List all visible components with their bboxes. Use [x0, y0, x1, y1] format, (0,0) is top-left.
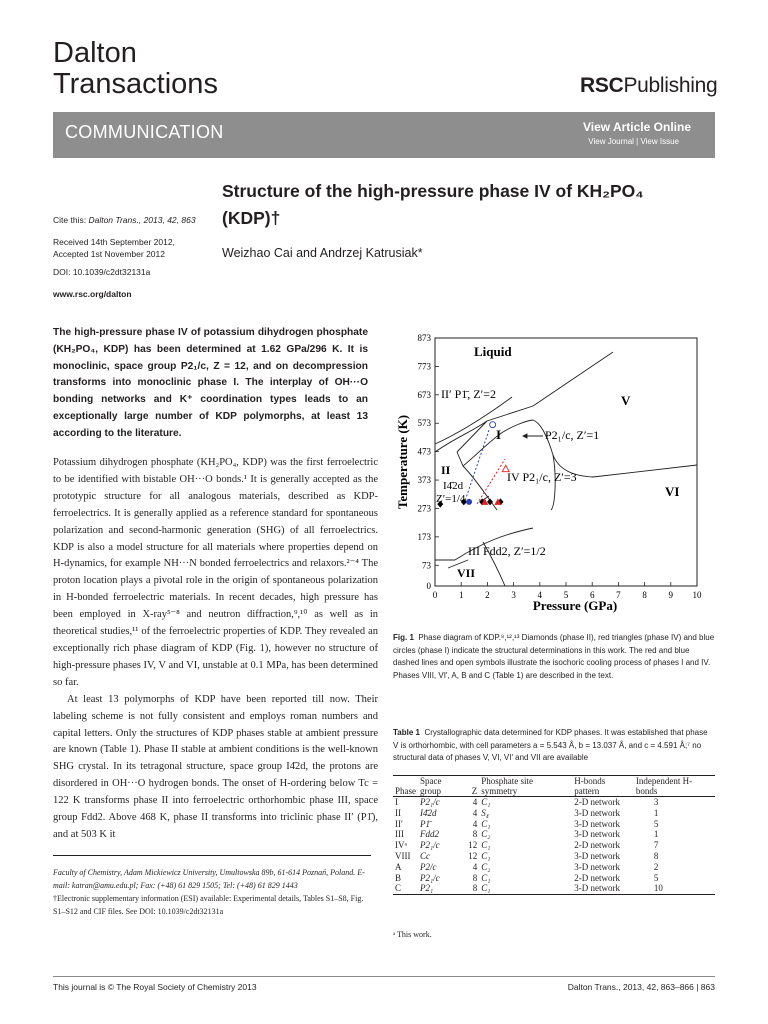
x-tick-label: 2 — [485, 590, 490, 600]
y-tick-label: 873 — [417, 333, 431, 343]
x-tick-label: 3 — [511, 590, 516, 600]
x-tick-label: 9 — [668, 590, 674, 600]
table-cell: C₁ — [481, 872, 491, 883]
table-cell: 8 — [472, 883, 478, 894]
table-row — [393, 840, 715, 851]
y-tick-label: 273 — [417, 503, 431, 514]
x-tick-label: 1 — [458, 590, 464, 600]
table-cell: 2-D network — [574, 797, 620, 807]
table-cell: 3-D network — [574, 807, 620, 818]
table-cell: VIII — [395, 850, 411, 861]
cite-this — [53, 214, 196, 226]
article-type-label: COMMUNICATION — [65, 122, 224, 142]
table-cell: C — [395, 883, 402, 894]
table-cell: 3-D network — [574, 850, 620, 861]
table-cell: 4 — [472, 807, 478, 818]
table-cell: C₂ — [481, 829, 491, 840]
label-phase-III: III Fdd2, Z′=1/2 — [468, 544, 546, 558]
table-cell: P2₁/c — [420, 840, 440, 851]
copyright-line: This journal is © The Royal Society of Chemistry 2013 — [53, 982, 257, 992]
accepted-date: Accepted 1st November 2012 — [53, 249, 165, 259]
y-tick-label: 773 — [417, 361, 431, 372]
body-paragraph-1: Potassium dihydrogen phosphate (KH₂PO₄, KDP) was the first ferroelectric to be identified with bistable OH···O bonds.¹ It is generally accepted as the prototypic structure for all analogous materials, described as KDP-ferroelectrics. It is generally applied as a reference standard for spontaneous polarization and second-harmonic generation (SHG) of all ferroelectrics. KDP is also a model structure for all materials where properties depend on H-dynamics, for example NH···N bonded ferroelectrics and relaxors.²⁻⁴ The proton location plays a pivotal role in the origin of spontaneous polarization in H-bonded ferroelectric materials. In recent decades, high pressure has been employed in X-ray⁵⁻⁸ and neutron diffraction,⁹,¹⁰ as well as in theoretical studies,¹¹ of the ferroelectric properties of KDP. They revealed an exceptionally rich phase diagram of KDP (Fig. 1), however no structure of high-pressure phases IV, V and VI, unstable at 0.1 MPa, has been determined so far. — [53, 457, 378, 688]
table-cell: P1̄ — [420, 818, 430, 829]
table-cell: A — [395, 861, 402, 872]
table-cell: II′ — [395, 818, 403, 829]
table-header-cell: H-bonds pattern — [574, 776, 606, 796]
table-row — [393, 808, 715, 819]
affiliation-footnote: Faculty of Chemistry, Adam Mickiewicz University, Umultowska 89b, 61-614 Poznań, Poland. E-mail: katran@amu.edu.pl; Fax: (+48) 61 829 1505; Tel: (+48) 61 829 1443 — [53, 868, 365, 890]
body-text — [53, 455, 378, 844]
abstract: The high-pressure phase IV of potassium dihydrogen phosphate (KH₂PO₄, KDP) has been determined at 1.62 GPa/296 K. It is monoclinic, space group P2₁/c, Z = 12, and on decompression transforms into monoclinic phase I. The interplay of OH···O bonding networks and K⁺ coordination types leads to an exceptionally large number of KDP polymorphs, at least 13 according to the literature. — [53, 327, 368, 439]
table-row — [393, 862, 715, 873]
label-phase-II: II — [441, 463, 451, 477]
publisher-logo-bold: RSC — [580, 74, 624, 97]
table-cell: 2 — [653, 861, 659, 872]
table-cell: B — [395, 872, 402, 883]
table-cell: 2-D network — [574, 840, 620, 851]
page-citation: Dalton Trans., 2013, 42, 863–866 | 863 — [567, 982, 715, 992]
table-cell: C₁ — [481, 818, 491, 829]
label-phase-I-group: P2₁/c, Z′=1 — [545, 428, 600, 442]
table-header-cell: Phase — [395, 786, 416, 796]
article-title-line1: Structure of the high-pressure phase IV of KH₂PO₄ — [222, 181, 644, 201]
label-phase-IV: IV P2₁/c, Z′=3 — [507, 470, 577, 484]
y-tick-label: 573 — [417, 418, 431, 429]
y-tick-label: 173 — [417, 531, 431, 542]
arrow-head-phase-I — [523, 434, 527, 438]
phase-I-circle — [466, 499, 472, 505]
crystallographic-table — [393, 775, 715, 895]
journal-url[interactable]: www.rsc.org/dalton — [53, 289, 132, 299]
journal-title-line2: Transactions — [53, 68, 218, 100]
table-body — [393, 797, 715, 895]
table-header-cell: Space group — [420, 776, 442, 796]
region-labels — [436, 344, 679, 580]
table-cell: 8 — [472, 829, 478, 840]
figure-caption — [393, 632, 715, 682]
table-cell: 1 — [653, 807, 659, 818]
footnote-divider — [53, 855, 371, 856]
x-tick-label: 10 — [692, 590, 702, 600]
boundary-II-I-left — [457, 452, 463, 466]
y-tick-label: 73 — [422, 560, 431, 571]
table-cell: 8 — [653, 850, 659, 861]
table-cell: 8 — [472, 872, 478, 883]
table-cell: 3-D network — [574, 829, 620, 840]
table-cell: II — [395, 807, 401, 818]
x-tick-label: 8 — [642, 590, 647, 600]
phase-I-circle — [490, 422, 496, 428]
publisher-logo-rest: Publishing — [623, 74, 718, 97]
label-phase-I: I — [496, 427, 502, 442]
cite-reference: Dalton Trans., 2013, 42, 863 — [88, 215, 196, 225]
doi[interactable]: DOI: 10.1039/c2dt32131a — [53, 267, 151, 277]
table-cell: 1 — [653, 829, 659, 840]
table-cell: P2₁/c — [420, 872, 440, 883]
esi-footnote: †Electronic supplementary information (ESI) available: Experimental details, Tables S1–S8, Fig. S1–S12 and CIF files. See DOI: 10.1039/c2dt32131a — [53, 894, 364, 916]
label-phase-V: V — [621, 393, 631, 408]
journal-title-line1: Dalton — [53, 37, 137, 69]
label-phase-VII: VII — [457, 566, 476, 580]
table-cell: P2/c — [420, 861, 437, 872]
table-cell: P2₁/c — [420, 797, 440, 807]
y-axis-ticks — [418, 333, 440, 591]
table-cell: I — [395, 797, 398, 807]
table-cell: 5 — [653, 872, 659, 883]
article-title — [222, 178, 702, 232]
boundary-IIp-liquid — [435, 406, 533, 452]
table-row — [393, 873, 715, 884]
table-header-cell: Z — [471, 786, 478, 796]
table-cell: P2₁ — [420, 883, 434, 894]
table-cell: C₁ — [481, 840, 491, 851]
body-paragraph-2: At least 13 polymorphs of KDP have been reported till now. Their labeling scheme is not fully consistent and employs roman numbers and capital letters. Only the structures of KDP phases stable at ambient pressure are known (Table 1). Phase II stable at ambient conditions is the well-known SHG crystal. In its tetragonal structure, space group I4̄2d, the protons are disordered in OH···O hydrogen bonds. The onset of H-ordering below Tc = 122 K transforms phase II into ferroelectric orthorhombic phase III, space group Fdd2. Above 468 K, phase II transforms into triclinic phase II′ (P1̄), and at 503 K it — [53, 693, 378, 840]
figure-caption-label: Fig. 1 — [393, 633, 414, 642]
table-footnote: ᵃ This work. — [393, 930, 432, 939]
authors: Weizhao Cai and Andrzej Katrusiak* — [222, 246, 423, 260]
y-axis-label: Temperature (K) — [395, 414, 410, 510]
table-cell: 3-D network — [574, 861, 620, 872]
table-cell: 3-D network — [574, 818, 620, 829]
x-tick-label: 6 — [589, 590, 595, 600]
footnotes — [53, 866, 371, 918]
boundary-IIp-I — [457, 421, 487, 452]
table-cell: 12 — [468, 840, 478, 851]
table-row — [393, 819, 715, 830]
x-axis-label: Pressure (GPa) — [532, 598, 618, 613]
boundary-V-liquid — [533, 352, 613, 406]
table-cell: C₁ — [481, 883, 491, 894]
phase-diagram-chart — [393, 328, 715, 628]
received-date: Received 14th September 2012, — [53, 237, 175, 247]
table-cell: S₄ — [481, 807, 489, 818]
table-header-cell: Independent H-bonds — [635, 776, 693, 796]
y-tick-label: 373 — [417, 475, 431, 486]
table-cell: 10 — [653, 883, 663, 894]
table-cell: 4 — [472, 818, 478, 829]
journal-title — [53, 38, 218, 100]
table-caption-label: Table 1 — [393, 728, 420, 737]
x-tick-label: 5 — [563, 590, 569, 600]
cite-label: Cite this: — [53, 215, 87, 225]
table-cell: 2-D network — [574, 872, 620, 883]
x-tick-label: 4 — [537, 590, 543, 600]
table-cell: 4 — [472, 861, 478, 872]
table-row — [393, 829, 715, 840]
table-cell: III — [395, 829, 404, 840]
view-article-online-link[interactable]: View Article Online — [582, 120, 691, 134]
table-cell: C₁ — [481, 850, 491, 861]
footer-divider — [53, 976, 715, 977]
table-caption — [393, 727, 715, 765]
table-cell: 3 — [653, 797, 659, 807]
x-tick-label: 0 — [432, 590, 438, 600]
table-header-cell: Phosphate site symmetry — [481, 776, 534, 796]
table-cell: 3-D network — [574, 883, 620, 894]
table-cell: C₂ — [481, 861, 491, 872]
table-cell: C₁ — [481, 797, 491, 807]
table-cell: 12 — [468, 850, 478, 861]
x-tick-label: 7 — [616, 590, 621, 600]
view-journal-issue-links[interactable]: View Journal | View Issue — [588, 137, 679, 146]
article-title-line2: (KDP)† — [222, 208, 281, 228]
label-liquid: Liquid — [474, 344, 512, 359]
table-cell: 5 — [653, 818, 659, 829]
table-cell: Cc — [420, 850, 430, 861]
isochore-phase-IV — [477, 459, 505, 504]
y-tick-label: 673 — [417, 389, 431, 400]
table-cell: 4 — [472, 797, 478, 807]
table-row — [393, 851, 715, 862]
article-type-banner — [53, 112, 715, 158]
figure-caption-text: Phase diagram of KDP.⁸,¹²,¹³ Diamonds (phase II), red triangles (phase IV) and blue circles (phase I) indicate the structural determinations in this work. The red and blue dashed lines and open symbols illustrate the isochoric cooling process of phases I and IV. Phases VIII, VI′, A, B and C (Table 1) are described in the text. — [393, 633, 715, 680]
table-cell: Fdd2 — [420, 829, 439, 840]
label-phase-II-group: I4̄2d — [443, 480, 464, 492]
table-cell: 7 — [653, 840, 659, 851]
label-phase-IIp: II′ P1̄, Z′=2 — [441, 387, 497, 401]
publisher-logo — [580, 74, 717, 98]
table-cell: I4̄2d — [420, 807, 437, 818]
table-caption-text: Crystallographic data determined for KDP phases. It was established that phase V is orthorhombic, with cell parameters a = 5.543 Å, b = 13.037 Å, and c = 4.591 Å;⁷ no structural data of phases V, VI, VI′ and VII are available — [393, 728, 708, 762]
table-row — [393, 883, 715, 894]
y-tick-label: 0 — [426, 581, 431, 591]
y-tick-label: 473 — [417, 446, 431, 457]
table-row — [393, 797, 715, 808]
table-cell: IVᵃ — [395, 840, 407, 851]
label-phase-II-z: Z′=1/4 — [436, 493, 466, 505]
label-phase-VI: VI — [665, 484, 680, 499]
table-header-row — [393, 776, 715, 797]
